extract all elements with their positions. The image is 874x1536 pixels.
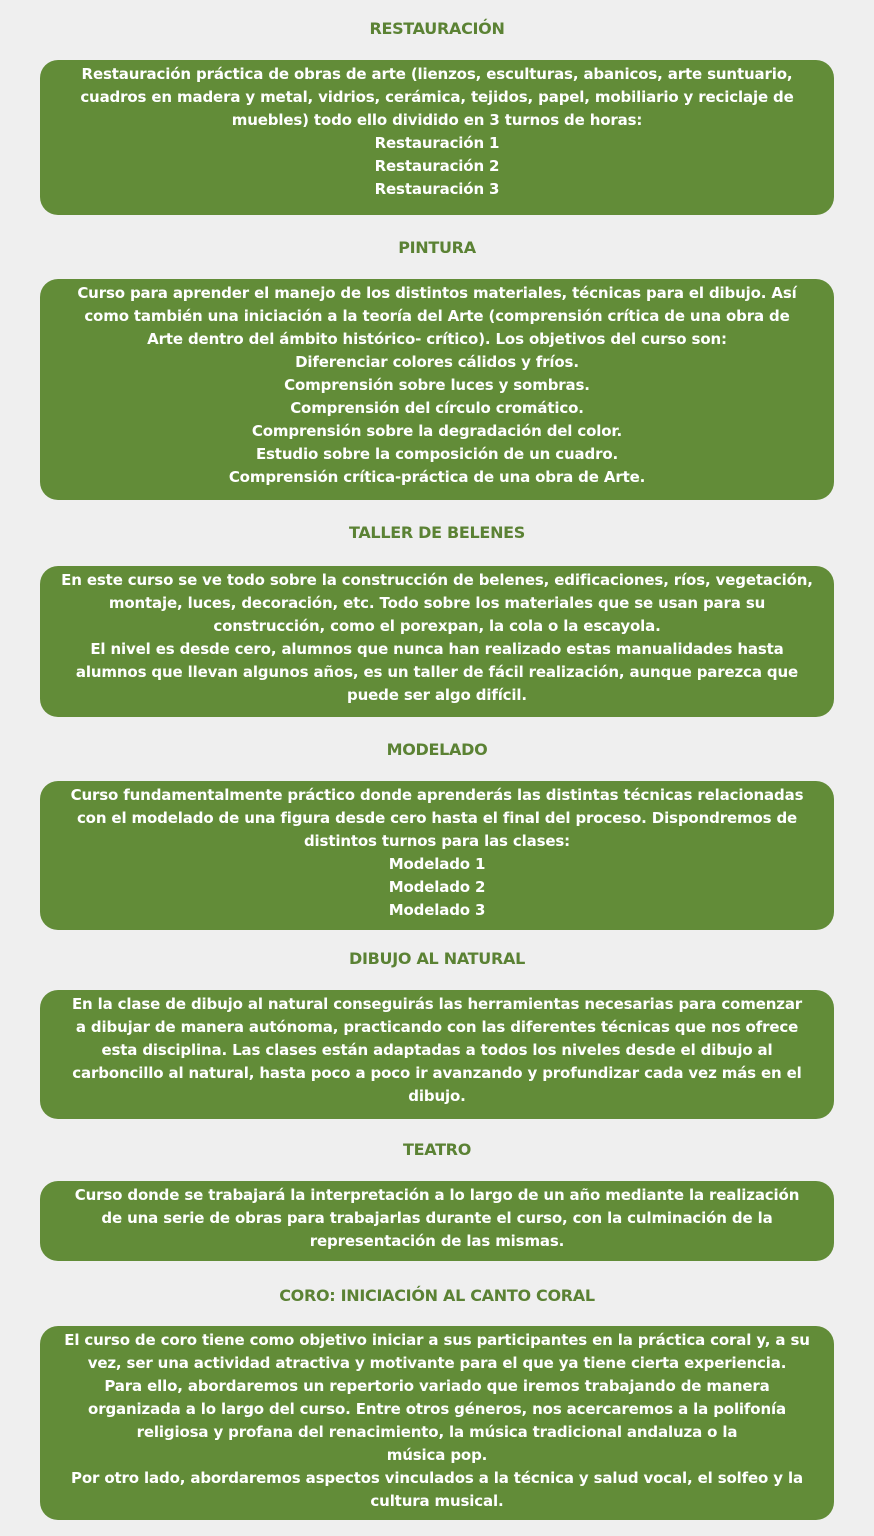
- section-box-teatro: [40, 1181, 834, 1261]
- text-line: distintos turnos para las clases:: [303, 832, 571, 850]
- text-line: Restauración práctica de obras de arte (lienzos, esculturas, abanicos, arte suntuario,: [81, 65, 793, 83]
- text-line: Modelado 3: [388, 901, 486, 919]
- text-line: puede ser algo difícil.: [347, 686, 527, 704]
- text-line: Restauración 2: [374, 157, 500, 175]
- text-line: Diferenciar colores cálidos y fríos.: [295, 353, 579, 371]
- text-line: Comprensión sobre luces y sombras.: [284, 376, 590, 394]
- section-title-restauracion: RESTAURACIÓN: [369, 19, 505, 38]
- section-title-modelado: MODELADO: [386, 740, 488, 759]
- text-line: con el modelado de una figura desde cero hasta el final del proceso. Dispondremos de: [76, 809, 798, 827]
- section-box-pintura: [40, 279, 834, 500]
- section-title-pintura: PINTURA: [398, 238, 476, 257]
- text-line: carboncillo al natural, hasta poco a poco ir avanzando y profundizar cada vez más en el: [72, 1064, 802, 1082]
- text-line: cultura musical.: [370, 1492, 504, 1510]
- text-line: esta disciplina. Las clases están adaptadas a todos los niveles desde el dibujo al: [101, 1041, 773, 1059]
- section-box-taller-de-belenes: [40, 566, 834, 717]
- text-line: En este curso se ve todo sobre la construcción de belenes, edificaciones, ríos, vegetación,: [61, 571, 813, 589]
- text-line: Curso para aprender el manejo de los distintos materiales, técnicas para el dibujo. Así: [77, 284, 797, 302]
- text-line: Modelado 2: [388, 878, 486, 896]
- text-line: Estudio sobre la composición de un cuadro.: [255, 445, 619, 463]
- section-box-dibujo-al-natural: [40, 990, 834, 1119]
- text-line: vez, ser una actividad atractiva y motivante para el que ya tiene cierta experiencia.: [87, 1354, 787, 1372]
- section-box-restauracion: [40, 60, 834, 215]
- section-title-dibujo-al-natural: DIBUJO AL NATURAL: [349, 949, 525, 968]
- text-line: muebles) todo ello dividido en 3 turnos de horas:: [231, 111, 643, 129]
- text-line: Comprensión sobre la degradación del color.: [251, 422, 623, 440]
- text-line: dibujo.: [408, 1087, 466, 1105]
- text-line: de una serie de obras para trabajarlas durante el curso, con la culminación de la: [101, 1209, 773, 1227]
- text-line: representación de las mismas.: [309, 1232, 565, 1250]
- section-title-teatro: TEATRO: [402, 1140, 472, 1159]
- text-line: Modelado 1: [388, 855, 486, 873]
- text-line: Por otro lado, abordaremos aspectos vinculados a la técnica y salud vocal, el solfeo y la: [71, 1469, 803, 1487]
- text-line: construcción, como el porexpan, la cola o la escayola.: [213, 617, 661, 635]
- text-line: Arte dentro del ámbito histórico- crítico). Los objetivos del curso son:: [147, 330, 727, 348]
- text-line: cuadros en madera y metal, vidrios, cerámica, tejidos, papel, mobiliario y reciclaje de: [80, 88, 794, 106]
- text-line: Restauración 3: [374, 180, 500, 198]
- text-line: Curso donde se trabajará la interpretación a lo largo de un año mediante la realización: [74, 1186, 800, 1204]
- text-line: montaje, luces, decoración, etc. Todo sobre los materiales que se usan para su: [108, 594, 766, 612]
- section-box-coro: [40, 1326, 834, 1520]
- text-line: a dibujar de manera autónoma, practicando con las diferentes técnicas que nos ofrece: [75, 1018, 799, 1036]
- text-line: alumnos que llevan algunos años, es un taller de fácil realización, aunque parezca que: [75, 663, 799, 681]
- text-line: En la clase de dibujo al natural conseguirás las herramientas necesarias para comenzar: [71, 995, 803, 1013]
- section-box-modelado: [40, 781, 834, 930]
- section-title-taller-de-belenes: TALLER DE BELENES: [348, 523, 526, 542]
- text-line: El nivel es desde cero, alumnos que nunca han realizado estas manualidades hasta: [90, 640, 784, 658]
- text-line: El curso de coro tiene como objetivo iniciar a sus participantes en la práctica coral y, a su: [64, 1331, 810, 1349]
- text-line: como también una iniciación a la teoría del Arte (comprensión crítica de una obra de: [84, 307, 790, 325]
- text-line: religiosa y profana del renacimiento, la música tradicional andaluza o la: [136, 1423, 738, 1441]
- text-line: Comprensión del círculo cromático.: [290, 399, 584, 417]
- text-line: Restauración 1: [374, 134, 500, 152]
- section-title-coro: CORO: INICIACIÓN AL CANTO CORAL: [279, 1286, 595, 1305]
- text-line: organizada a lo largo del curso. Entre otros géneros, nos acercaremos a la polifonía: [88, 1400, 786, 1418]
- text-line: Comprensión crítica-práctica de una obra de Arte.: [228, 468, 646, 486]
- text-line: Para ello, abordaremos un repertorio variado que iremos trabajando de manera: [104, 1377, 770, 1395]
- text-line: música pop.: [386, 1446, 488, 1464]
- text-line: Curso fundamentalmente práctico donde aprenderás las distintas técnicas relacionadas: [70, 786, 804, 804]
